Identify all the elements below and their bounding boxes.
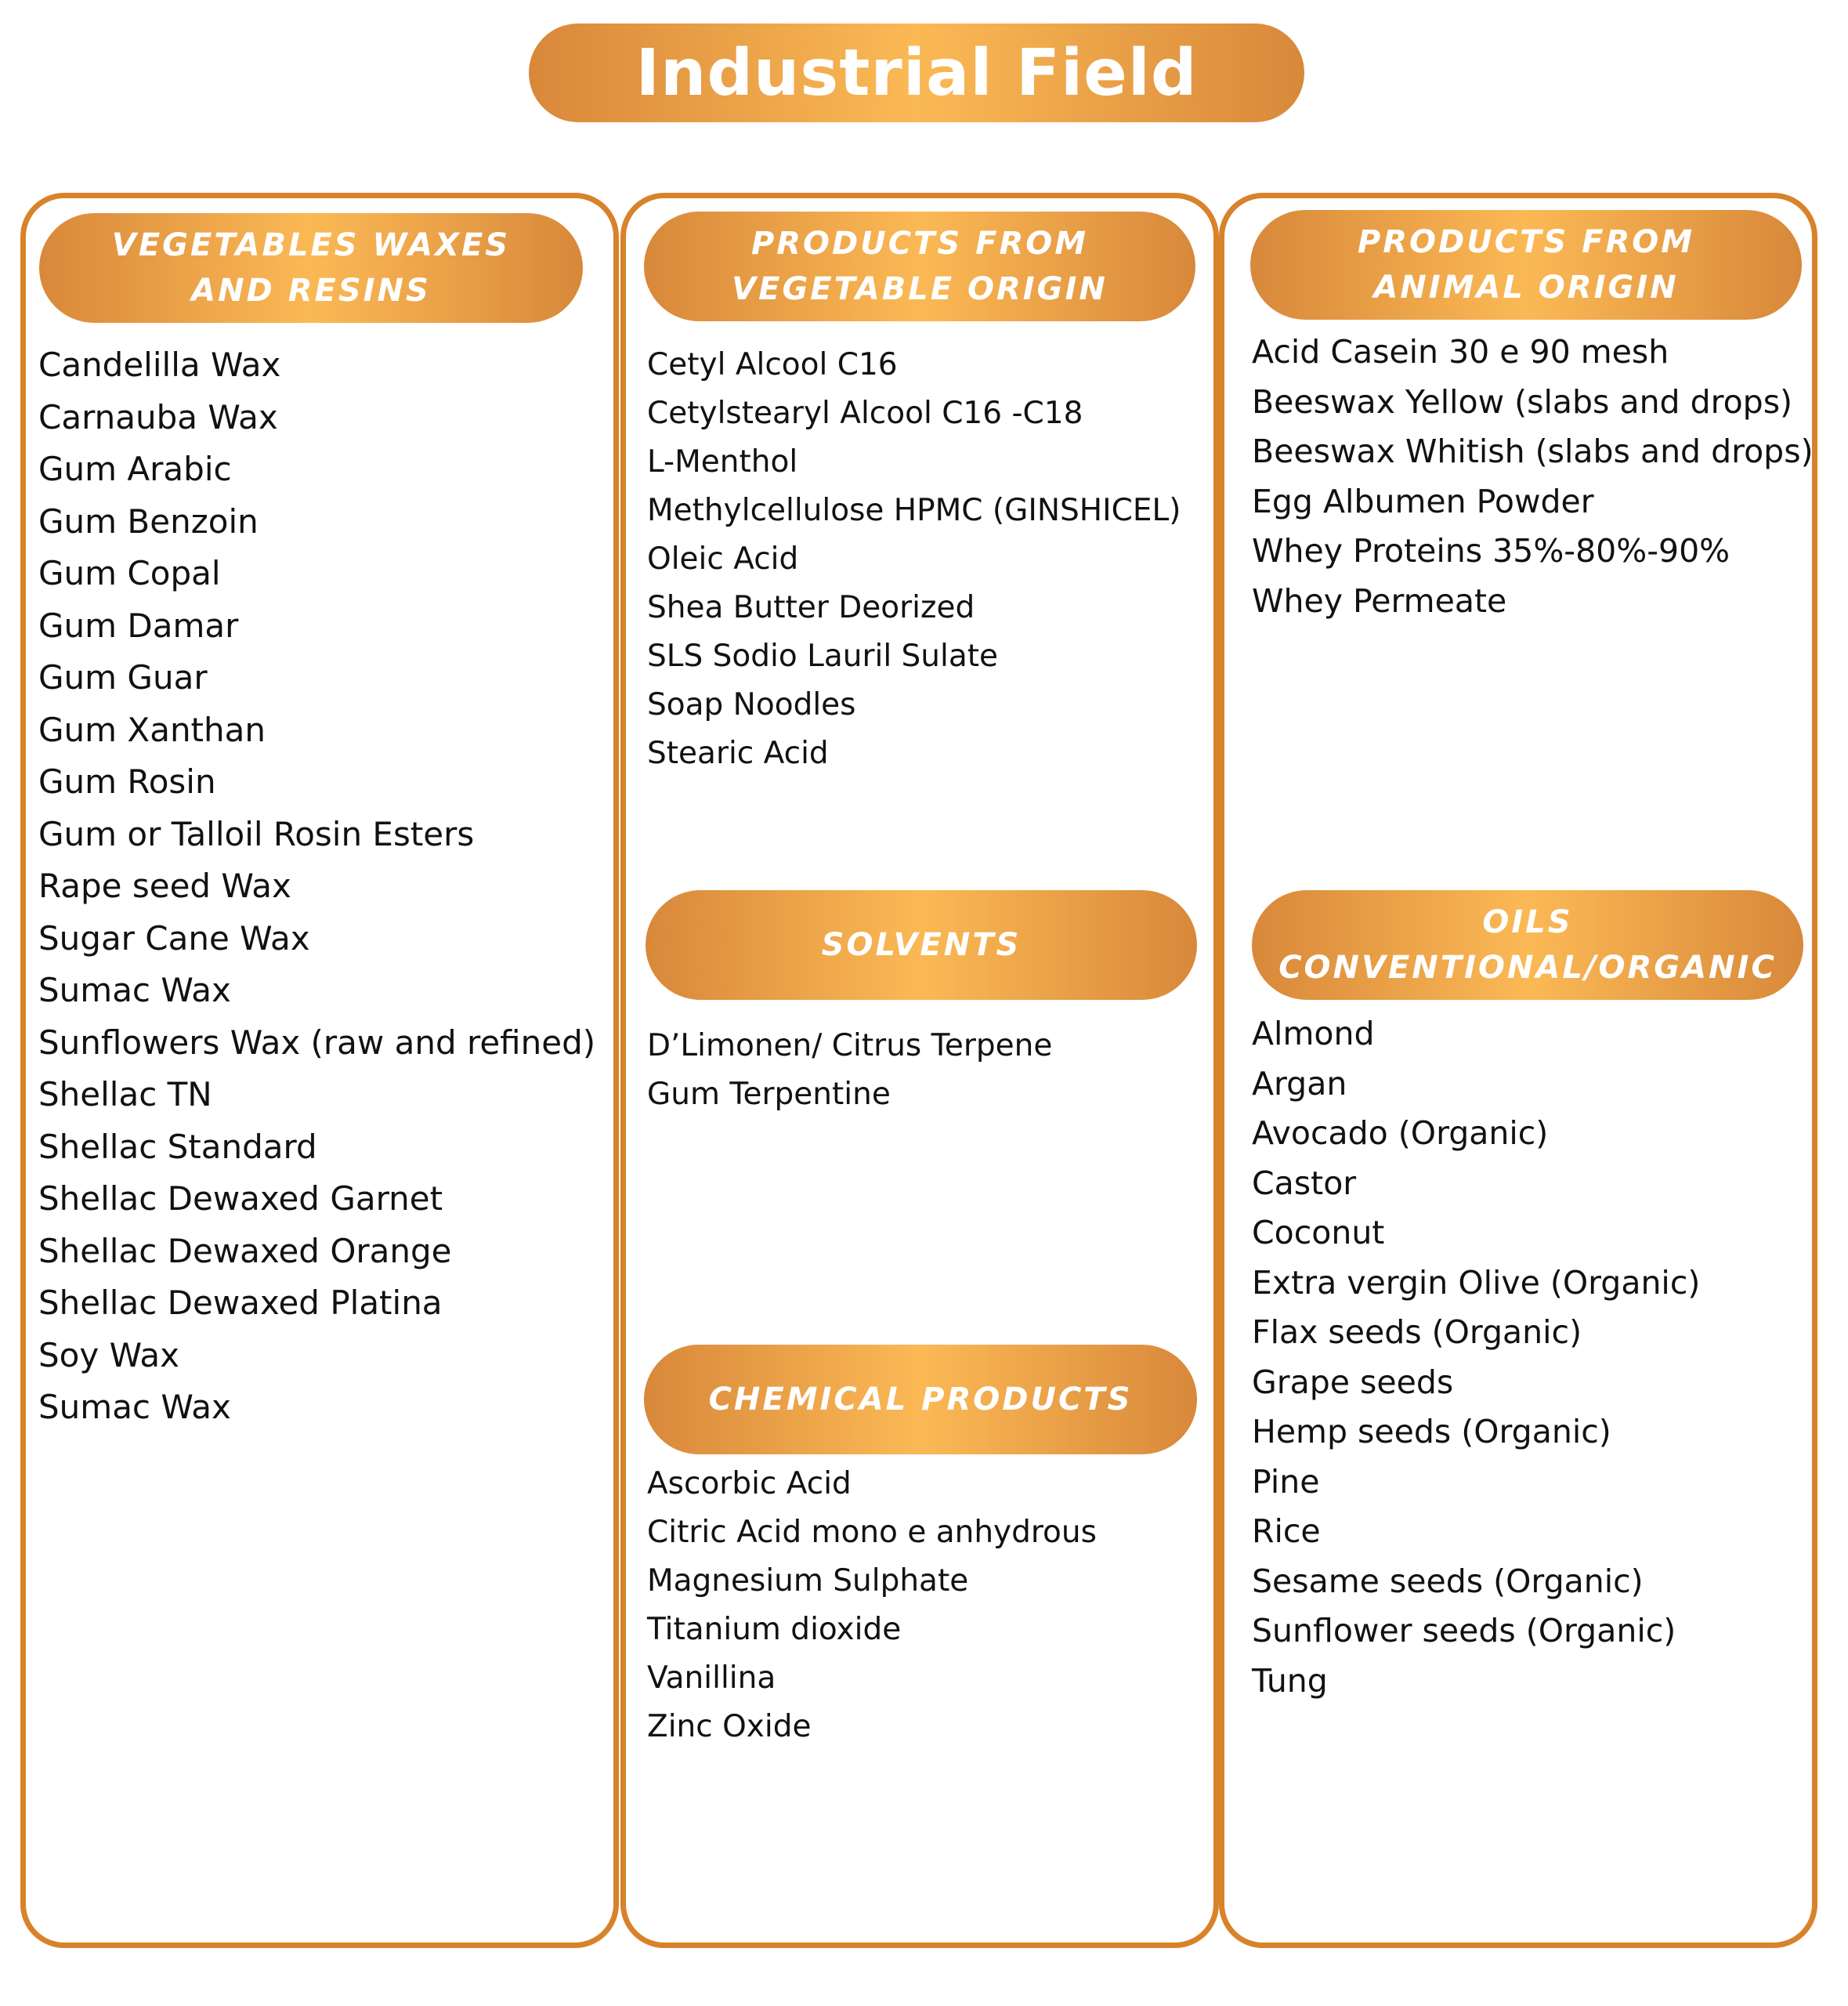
list-item: L-Menthol bbox=[647, 444, 798, 480]
section-heading-line: SOLVENTS bbox=[821, 927, 1022, 963]
list-item: Sumac Wax bbox=[38, 1388, 231, 1426]
list-item: SLS Sodio Lauril Sulate bbox=[647, 639, 999, 674]
list-item: Flax seeds (Organic) bbox=[1252, 1313, 1582, 1351]
list-item: Magnesium Sulphate bbox=[647, 1563, 969, 1599]
section-heading-line: VEGETABLES WAXES bbox=[111, 227, 511, 263]
list-item: Methylcellulose HPMC (GINSHICEL) bbox=[647, 493, 1181, 528]
section-heading-vegetable-origin bbox=[644, 212, 1195, 321]
list-item: Stearic Acid bbox=[647, 736, 829, 771]
list-item: Shellac Standard bbox=[38, 1127, 317, 1166]
list-item: Shea Butter Deorized bbox=[647, 590, 975, 625]
list-item: Sunflowers Wax (raw and refined) bbox=[38, 1023, 596, 1062]
list-item: Cetylstearyl Alcool C16 -C18 bbox=[647, 396, 1083, 431]
list-vegetable-origin bbox=[647, 341, 1181, 778]
list-oils bbox=[1252, 1009, 1700, 1706]
list-item: Pine bbox=[1252, 1462, 1320, 1501]
list-item: Vanillina bbox=[647, 1660, 776, 1696]
list-item: Gum Terpentine bbox=[647, 1077, 891, 1112]
list-item: Extra vergin Olive (Organic) bbox=[1252, 1263, 1701, 1302]
list-item: Gum Rosin bbox=[38, 762, 216, 801]
list-vegetable-waxes-resins bbox=[38, 339, 595, 1434]
list-item: Whey Proteins 35%-80%-90% bbox=[1252, 532, 1730, 570]
list-item: Shellac Dewaxed Orange bbox=[38, 1231, 452, 1270]
list-item: Soap Noodles bbox=[647, 687, 856, 722]
list-item: Tung bbox=[1252, 1661, 1328, 1700]
list-item: Gum Damar bbox=[38, 606, 239, 645]
page-title: Industrial Field bbox=[635, 35, 1198, 110]
list-item: Gum Benzoin bbox=[38, 502, 259, 541]
title-banner bbox=[529, 24, 1304, 122]
section-heading-line: CHEMICAL PRODUCTS bbox=[708, 1381, 1133, 1418]
list-item: Sunflower seeds (Organic) bbox=[1252, 1612, 1676, 1649]
list-item: Sugar Cane Wax bbox=[38, 918, 310, 958]
section-heading-vegetables-waxes bbox=[39, 213, 583, 323]
list-item: Beeswax Whitish (slabs and drops) bbox=[1252, 433, 1814, 470]
list-item: Gum Guar bbox=[38, 658, 208, 697]
list-item: Castor bbox=[1252, 1164, 1357, 1202]
list-item: Grape seeds bbox=[1252, 1363, 1454, 1401]
list-item: Sesame seeds (Organic) bbox=[1252, 1562, 1644, 1600]
list-item: Rice bbox=[1252, 1512, 1321, 1550]
list-item: Whey Permeate bbox=[1252, 581, 1507, 620]
list-item: Gum Xanthan bbox=[38, 710, 266, 749]
list-item: Argan bbox=[1252, 1064, 1347, 1103]
list-item: Oleic Acid bbox=[647, 541, 799, 577]
list-item: Shellac TN bbox=[38, 1075, 212, 1113]
section-heading-line: ANIMAL ORIGIN bbox=[1373, 270, 1679, 306]
list-item: Titanium dioxide bbox=[647, 1612, 902, 1647]
list-item: Almond bbox=[1252, 1015, 1375, 1052]
list-item: Gum Copal bbox=[38, 554, 221, 592]
list-item: Rape seed Wax bbox=[38, 867, 291, 905]
list-item: Ascorbic Acid bbox=[647, 1466, 852, 1501]
list-item: Egg Albumen Powder bbox=[1252, 482, 1594, 520]
list-item: Carnauba Wax bbox=[38, 397, 278, 436]
list-item: Avocado (Organic) bbox=[1252, 1114, 1549, 1152]
section-heading-oils bbox=[1252, 890, 1803, 1000]
list-item: Hemp seeds (Organic) bbox=[1252, 1413, 1611, 1450]
list-item: Candelilla Wax bbox=[38, 346, 281, 384]
list-item: Gum Arabic bbox=[38, 450, 232, 488]
section-heading-line: PRODUCTS FROM bbox=[750, 226, 1089, 262]
list-item: Zinc Oxide bbox=[647, 1709, 812, 1744]
list-item: Shellac Dewaxed Garnet bbox=[38, 1179, 443, 1218]
list-animal-origin bbox=[1252, 328, 1814, 626]
list-item: Soy Wax bbox=[38, 1335, 179, 1374]
section-heading-line: VEGETABLE ORIGIN bbox=[732, 271, 1108, 307]
section-heading-line: PRODUCTS FROM bbox=[1357, 224, 1695, 260]
section-heading-line: OILS bbox=[1482, 904, 1573, 940]
section-heading-solvents bbox=[646, 890, 1197, 1000]
list-item: Acid Casein 30 e 90 mesh bbox=[1252, 333, 1669, 371]
list-item: Cetyl Alcool C16 bbox=[647, 347, 898, 382]
list-item: Beeswax Yellow (slabs and drops) bbox=[1252, 382, 1793, 421]
list-chemical-products bbox=[647, 1460, 1097, 1751]
section-heading-chemical-products bbox=[644, 1345, 1197, 1454]
section-heading-line: CONVENTIONAL/ORGANIC bbox=[1278, 950, 1777, 986]
list-item: Gum or Talloil Rosin Esters bbox=[38, 814, 475, 853]
list-solvents bbox=[647, 1022, 1052, 1119]
section-heading-animal-origin bbox=[1250, 210, 1802, 320]
section-heading-line: AND RESINS bbox=[191, 273, 431, 309]
list-item: Coconut bbox=[1252, 1214, 1385, 1251]
list-item: Shellac Dewaxed Platina bbox=[38, 1284, 443, 1322]
list-item: D’Limonen/ Citrus Terpene bbox=[647, 1028, 1053, 1063]
list-item: Sumac Wax bbox=[38, 971, 231, 1009]
list-item: Citric Acid mono e anhydrous bbox=[647, 1515, 1097, 1550]
